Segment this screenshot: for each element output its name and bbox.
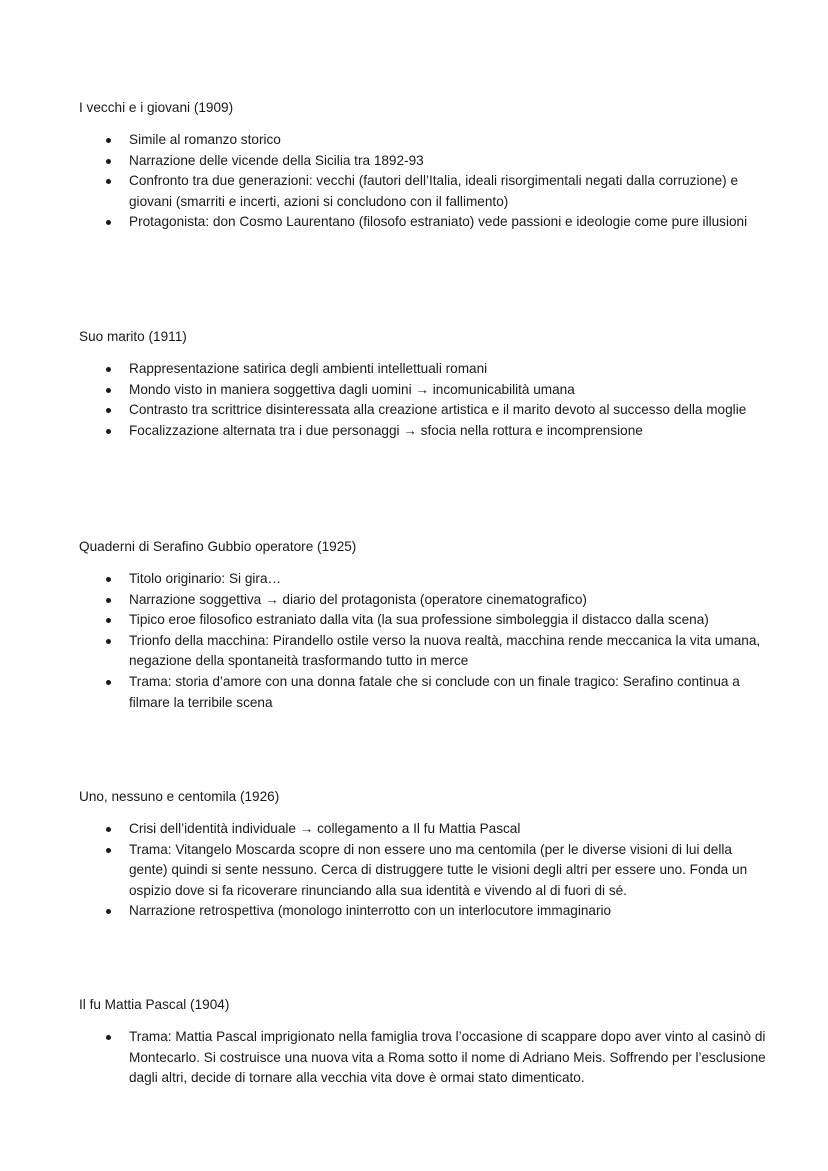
list-item [79,130,769,151]
bullet-list [79,819,769,922]
list-item-text: Contrasto tra scrittrice disinteressata alla creazione artistica e il marito devoto al successo della moglie [129,402,747,418]
list-item-text: Trionfo della macchina: Pirandello ostile verso la nuova realtà, macchina rende meccanica la vita umana, negazione della spontaneità trasformando tutto in merce [129,632,761,669]
bullet-icon [106,639,111,644]
list-item-text: Focalizzazione alternata tra i due personaggi → sfocia nella rottura e incomprensione [129,422,643,438]
list-item-text: Simile al romanzo storico [129,132,281,147]
bullet-icon [106,909,111,914]
bullet-icon [106,680,111,685]
section-vecchi-giovani [79,98,769,233]
bullet-icon [106,598,111,603]
section-title: Uno, nessuno e centomila (1926) [79,789,280,804]
list-item [79,151,769,172]
bullet-icon [106,577,111,582]
section-mattia-pascal [79,995,769,1089]
list-item [79,590,769,611]
bullet-list [79,1027,769,1089]
list-item [79,212,769,233]
list-item [79,819,769,840]
list-item-text: Trama: storia d’amore con una donna fatale che si conclude con un finale tragico: Serafino continua a filmare la terribile scena [129,673,740,710]
section-quaderni-serafino [79,537,769,713]
list-item-text: Tipico eroe filosofico estraniato dalla vita (la sua professione simboleggia il distacco dalla scena) [129,612,709,628]
bullet-icon [106,220,111,225]
bullet-icon [106,179,111,184]
bullet-icon [106,367,111,372]
list-item-text: Narrazione retrospettiva (monologo ininterrotto con un interlocutore immaginario [129,903,612,919]
bullet-icon [106,138,111,143]
bullet-list [79,569,769,713]
bullet-list [79,130,769,233]
list-item-text: Narrazione soggettiva → diario del protagonista (operatore cinematografico) [129,591,587,607]
list-item [79,840,769,902]
list-item-text: Trama: Vitangelo Moscarda scopre di non essere uno ma centomila (per le diverse visioni di lui della gente) quindi si sente nessuno. Cerca di distruggere tutte le visioni degli altri per essere uno. Fonda un ospizio dove si fa ricoverare rinunciando alla sua identità e vivendo al di fuori di sé. [129,841,748,898]
list-item [79,1027,769,1089]
section-title: I vecchi e i giovani (1909) [79,100,234,115]
list-item-text: Titolo originario: Si gira… [129,571,282,586]
bullet-icon [106,159,111,164]
list-item [79,569,769,590]
list-item-text: Confronto tra due generazioni: vecchi (fautori dell’Italia, ideali risorgimentali negati dalla corruzione) e giovani (smarriti e incerti, azioni si concludono con il fallimento) [129,173,739,209]
section-suo-marito [79,327,769,441]
bullet-icon [106,827,111,832]
list-item-text: Mondo visto in maniera soggettiva dagli uomini → incomunicabilità umana [129,381,575,397]
list-item-text: Rappresentazione satirica degli ambienti intellettuali romani [129,361,488,376]
list-item-text: Trama: Mattia Pascal imprigionato nella famiglia trova l’occasione di scappare dopo aver vinto al casinò di Montecarlo. Si costruisce una nuova vita a Roma sotto il nome di Adriano Meis. Soffrendo per l’esclusione dagli altri, decide di tornare alla vecchia vita dove è ormai stato dimenticato. [129,1029,766,1086]
list-item [79,380,769,401]
list-item [79,421,769,442]
list-item [79,631,769,672]
section-title: Suo marito (1911) [79,329,187,344]
bullet-icon [106,429,111,434]
section-uno-nessuno [79,787,769,922]
bullet-list [79,359,769,441]
list-item [79,400,769,421]
list-item-text: Crisi dell’identità individuale → collegamento a Il fu Mattia Pascal [129,821,521,836]
list-item [79,901,769,922]
list-item-text: Protagonista: don Cosmo Laurentano (filosofo estraniato) vede passioni e ideologie come pure illusioni [129,214,748,230]
list-item-text: Narrazione delle vicende della Sicilia tra 1892-93 [129,152,424,168]
section-title: Quaderni di Serafino Gubbio operatore (1925) [79,539,357,554]
list-item [79,610,769,631]
list-item [79,171,769,212]
list-item [79,359,769,380]
bullet-icon [106,848,111,853]
bullet-icon [106,388,111,393]
bullet-icon [106,618,111,623]
list-item [79,672,769,713]
bullet-icon [106,1035,111,1040]
bullet-icon [106,408,111,413]
section-title: Il fu Mattia Pascal (1904) [79,997,230,1012]
